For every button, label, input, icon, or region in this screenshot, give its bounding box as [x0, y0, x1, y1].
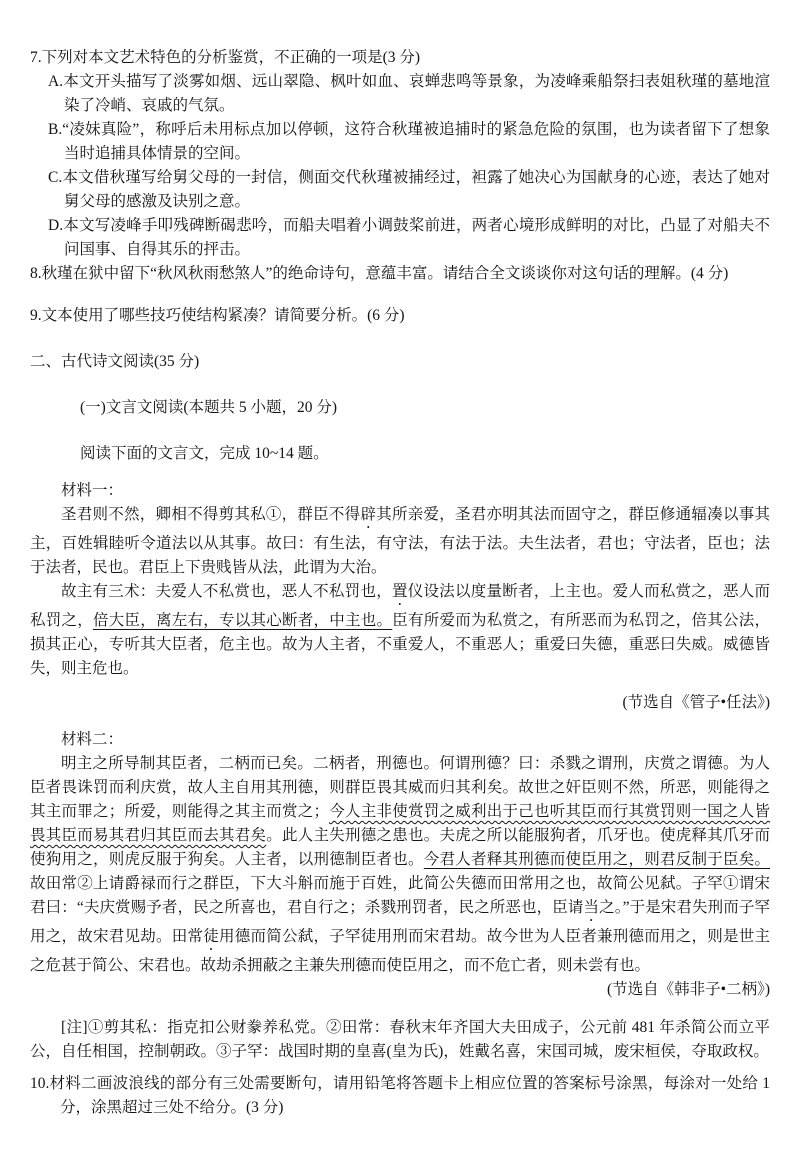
material-1-source: (节选自《管子•任法》) — [622, 694, 770, 711]
option-d-text: 本文写凌峰手叩残碑断碣悲吟，而船夫唱着小调鼓桨前进，两者心境形成鲜明的对比，凸显了对船夫不问国事、自得其乐的抨击。 — [63, 217, 770, 258]
question-7 — [30, 46, 770, 70]
text-segment-plain: 故主有三术：夫爱人不私赏也，恶人不私罚也， — [61, 583, 392, 600]
text-segment-plain: 用德而简公弑，子罕徒用刑而宋君劫。故今世为人臣者兼刑德而用之，则是世主之危甚于简公、宋君也。故劫杀拥蔽之主兼失刑德而使臣用之，而不危亡者，则未尝有也。 — [30, 928, 770, 974]
text-segment-plain: 仪设法以度量断者，上主也。爱人而私赏之，恶人而私罚之， — [30, 583, 770, 629]
section-2-subheading: (一)文言文阅读(本题共 5 小题，20 分) — [80, 399, 338, 416]
option-c-label: C. — [48, 169, 63, 186]
question-7-option-d — [48, 214, 770, 262]
text-segment-dot: 当 — [583, 899, 600, 916]
question-8-number: 8. — [30, 265, 42, 282]
footnotes: [注]①剪其私：指克扣公财豢养私党。②田常：春秋末年齐国大夫田成子，公元前 481 年杀简公而立平公，自任相国，控制朝政。③子罕：战国时期的皇喜(皇为氏)，姓戴名喜，宋国司城，废宋桓侯，夺取政权。 — [30, 1019, 770, 1060]
text-segment-wavy: 今人主非使赏罚之威利出于己也听其臣而行其赏罚则一国之人皆畏其臣而易其君归其臣而去其君矣 — [30, 803, 770, 844]
material-2-paragraph — [30, 752, 770, 978]
option-b-label: B. — [48, 121, 63, 138]
text-segment-plain: 圣君则不然，卿相不得剪其私①，群臣不得 — [61, 506, 361, 523]
question-10 — [30, 1072, 770, 1120]
text-segment-dot: 置 — [391, 583, 408, 600]
option-d-label: D. — [48, 217, 64, 234]
material-2-label: 材料二： — [61, 731, 124, 748]
option-c-text: 本文借秋瑾写给舅父母的一封信，侧面交代秋瑾被捕经过，袒露了她决心为国献身的心迹，表达了她对舅父母的感激及诀别之意。 — [62, 169, 770, 210]
question-7-number: 7. — [30, 49, 42, 66]
text-segment-plain: 之。”于是宋君失刑而子罕用之，故宋君见劫。田常 — [30, 899, 770, 945]
question-9 — [30, 304, 770, 328]
material-1-paragraph-2 — [30, 580, 770, 681]
text-segment-plain: 明主之所导制其臣者，二柄而已矣。二柄者，刑德也。何谓刑德？曰：杀戮之谓刑，庆赏之谓德。为人臣者畏诛罚而利庆赏，故人主自用其刑德，则群臣畏其威而归其利矣。故世之奸臣则不然，所恶，则能得之其主而罪之；所爱，则能得之其主而赏之； — [30, 755, 770, 820]
text-segment-plain: 其所亲爱，圣君亦明其法而固守之，群臣修通辐凑以事其主，百姓辑睦听令道法以从其事。故曰：有生法，有守法，有法于法。夫生法者，君也；守法者，臣也；法于法者，民也。君臣上下贵贱皆从法，此谓为大治。 — [30, 506, 770, 576]
reading-instruction: 阅读下面的文言文，完成 10~14 题。 — [80, 445, 329, 462]
question-7-option-c — [48, 166, 770, 214]
question-10-text: 材料二画波浪线的部分有三处需要断句，请用铅笔将答题卡上相应位置的答案标号涂黑，每涂对一处给 1 分，涂黑超过三处不给分。(3 分) — [49, 1075, 770, 1116]
question-7-option-a — [48, 70, 770, 118]
section-2-heading: 二、古代诗文阅读(35 分) — [30, 353, 200, 370]
question-8-text: 秋瑾在狱中留下“秋风秋雨愁煞人”的绝命诗句，意蕴丰富。请结合全文谈谈你对这句话的理解。(4 分) — [41, 265, 729, 282]
text-segment-plain: 故田常②上请爵禄而行之群臣，下大斗斛而施于百姓，此简公失德而田常用之也，故简公见弑。子罕①谓宋君曰：“夫庆赏赐予者，民之所喜也，君自行之；杀戮刑罚者，民之所恶也，臣请 — [30, 875, 770, 916]
question-7-option-b — [48, 118, 770, 166]
material-2-source: (节选自《韩非子•二柄》) — [606, 981, 770, 998]
text-segment-plain: 臣有所爱而为私赏之，有所恶而为私罚之，倍其公法，损其正心，专听其大臣者，危主也。故为人主者，不重爱人，不重恶人；重爱曰失德，重恶曰失威。威德皆失，则主危也。 — [30, 612, 770, 677]
text-segment-dot: 辟 — [360, 506, 377, 523]
material-1-label: 材料一： — [61, 482, 124, 499]
text-segment-u: 今君人者释其刑德而使臣用之，则君反制于臣矣。 — [423, 851, 770, 868]
question-10-number: 10. — [30, 1075, 50, 1092]
material-1-paragraph-1 — [30, 503, 770, 580]
question-9-number: 9. — [30, 307, 42, 324]
question-8 — [30, 262, 770, 286]
question-9-text: 文本使用了哪些技巧使结构紧凑？请简要分析。(6 分) — [41, 307, 405, 324]
option-b-text: “凌妹真险”，称呼后未用标点加以停顿，这符合秋瑾被追捕时的紧急危险的氛围，也为读者留下了想象当时追捕具体情景的空间。 — [62, 121, 770, 162]
text-segment-u: 倍大臣，离左右，专以其心断者，中主也。 — [93, 612, 393, 629]
question-7-stem: 下列对本文艺术特色的分析鉴赏，不正确的一项是(3 分) — [41, 49, 421, 66]
text-segment-plain: 。此人主失刑德之患也。夫虎之所以能服狗者，爪牙也。使虎释其爪牙而使狗用之，则虎反服于狗矣。人主者，以刑德制臣者也。 — [30, 827, 770, 868]
option-a-label: A. — [48, 73, 64, 90]
text-segment-dot: 徒 — [203, 928, 219, 945]
option-a-text: 本文开头描写了淡雾如烟、远山翠隐、枫叶如血、哀蝉悲鸣等景象，为凌峰乘船祭扫表姐秋瑾的墓地渲染了冷峭、哀戚的气氛。 — [63, 73, 770, 114]
